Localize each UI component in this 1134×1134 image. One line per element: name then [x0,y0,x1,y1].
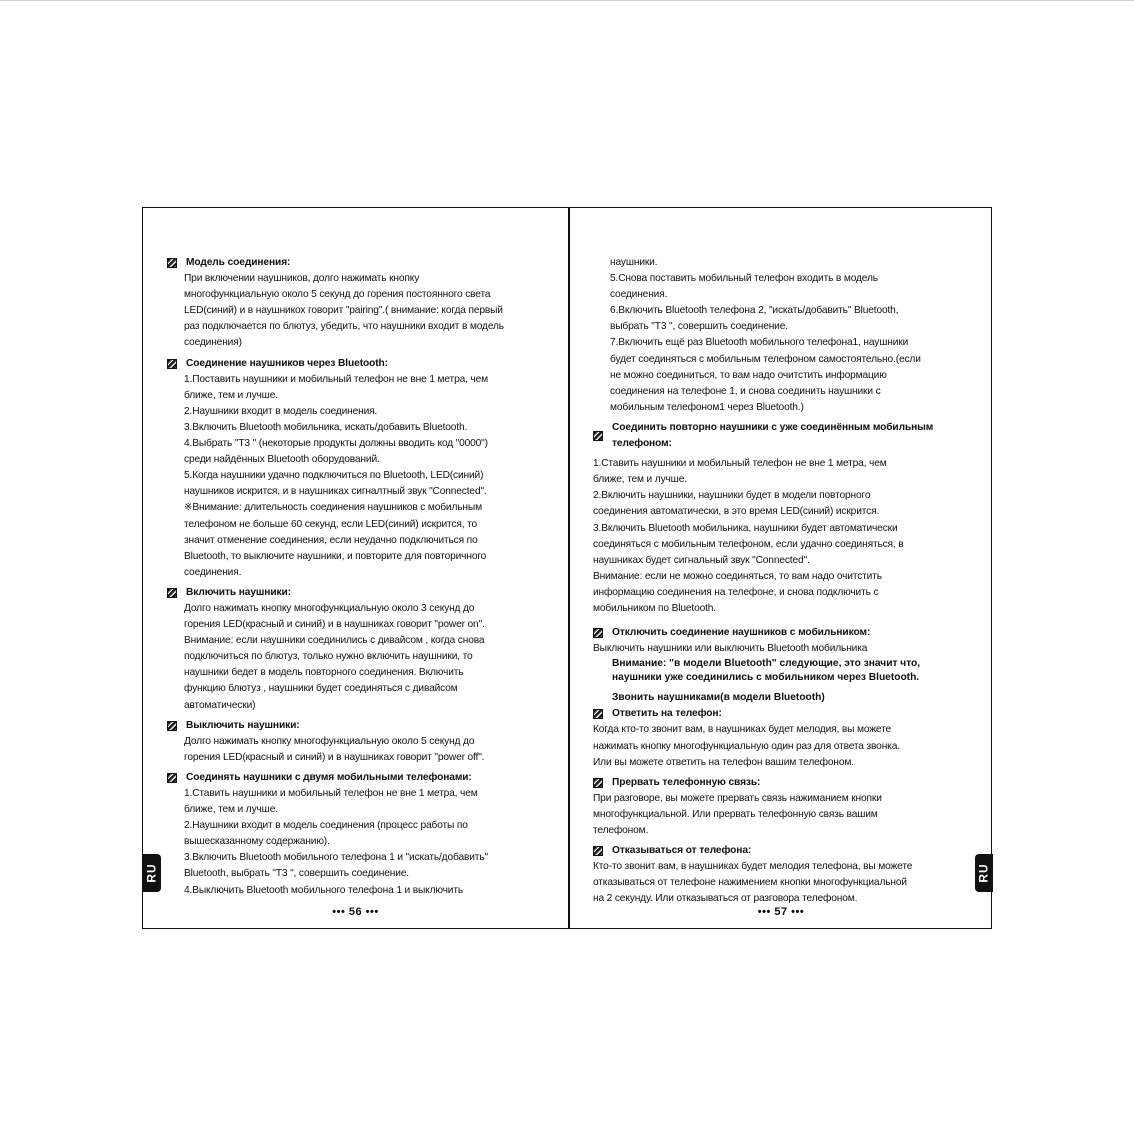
page-number: ••• 56 ••• [332,906,379,918]
section-heading: Прервать телефонную связь: [593,775,971,791]
square-bullet-icon [593,709,603,719]
page-56-content [167,255,547,903]
manual-spread [142,207,992,929]
section-end-call [593,775,971,839]
section-body: наушники. 5.Снова поставить мобильный телефон входить в модель соединения. 6.Включить Bluetooth телефона 2, "искать/добавить" Bluetooth, выбрать "T3 ", совершить соединение. 7.Включить ещё раз Bluetooth мобильного телефона1, наушники будет соединяться с мобильным телефоном самостоятельно.(если не можно соединиться, то вам надо очитстить информацию соединения на телефоне 1, и снова соединить наушники с мобильным телефоном1 через Bluetooth.) [610,257,921,413]
page-57 [569,208,993,928]
section-heading: Соединять наушники с двумя мобильными телефонами: [167,770,547,786]
section-heading: Модель соединения: [167,255,547,271]
section-power-on [167,585,547,714]
square-bullet-icon [593,628,603,638]
page-56 [143,208,568,928]
language-tab-ru: RU [143,854,161,892]
section-two-phones [167,770,547,899]
section-reject-call [593,843,971,907]
section-heading: Выключить наушники: [167,718,547,734]
square-bullet-icon [167,359,177,369]
section-heading: Ответить на телефон: [593,706,971,722]
section-body: При разговоре, вы можете прервать связь нажиманием кнопки многофункциальной. Или прервать телефонную связь вашим телефоном. [593,792,882,836]
section-body: 1.Поставить наушники и мобильный телефон не вне 1 метра, чем ближе, тем и лучше. 2.Наушники входит в модель соединения. 3.Включить Bluetooth мобильника, искать/добавить Bluetooth. 4.Выбрать "T3 " (некоторые продукты должны вводить код "0000") среди найдённых Bluetooth оборудований. 5.Когда наушники удачно подключиться по Bluetooth, LED(синий) наушников искрится, и в наушниках сигналтный звук "Connected". ※Внимание: длительность соединения наушников с мобильным телефоном не больше 60 секунд, если LED(синий) искрится, то значит отменение соединения, если неудачно подключиться по Bluetooth, то выключите наушники, и повторите для повторичного соединения. [184,373,488,578]
section-heading: Соединить повторно наушники с уже соединённым мобильным телефоном: [593,420,971,452]
section-heading: Соединение наушников через Bluetooth: [167,356,547,372]
language-tab-ru: RU [975,854,993,892]
square-bullet-icon [593,846,603,856]
page-57-content [593,255,971,911]
section-disconnect [593,625,971,684]
section-body: Долго нажимать кнопку многофункциальную около 3 секунд до горения LED(красный и синий) и в наушниках говорит "power on". Внимание: если наушники соединились с дивайсом , когда снова подключиться по блютуз, только нужно включить наушники, то наушники бедет в модель повторного соединения. Включить функцию блютуз , наушники будет соединяться с дивайсом автоматически) [184,602,485,711]
section-body: Долго нажимать кнопку многофункциальную около 5 секунд до горения LED(красный и синий) и в наушниках говорит "power off". [184,735,485,763]
square-bullet-icon [593,431,603,441]
section-body: 1.Ставить наушники и мобильный телефон не вне 1 метра, чем ближе, тем и лучше. 2.Включить наушники, наушники будет в модели повторного соединения автоматически, в это время LED(синий) искрится. 3.Включить Bluetooth мобильника, наушники будет автоматически соединяться с мобильным телефоном, если удачно соединяться, в наушниках будет сигнальный звук "Connected". Внимание: если не можно соединяться, то вам надо очитстить информацию соединения на телефоне, и снова подключить с мобильником по Bluetooth. [593,458,904,614]
section-answer-call [593,706,971,770]
section-reconnect [593,420,971,617]
section-heading: Отключить соединение наушников с мобильником: [593,625,971,641]
section-body: Кто-то звонит вам, в наушниках будет мелодия телефона, вы можете отказываться от телефоне нажимением кнопки многофункциальной на 2 секунду. Или отказываться от разговора телефоном. [593,861,913,905]
section-power-off [167,718,547,766]
section-bluetooth-connect [167,356,547,581]
square-bullet-icon [593,778,603,788]
square-bullet-icon [167,588,177,598]
square-bullet-icon [167,721,177,731]
section-two-phones-continued [593,255,971,416]
section-body: При включении наушников, долго нажимать кнопку многофункциальную около 5 секунд до горения постоянного света LED(синий) и в наушникох говорит "pairing".( внимание: когда первый раз подключается по блютуз, убедить, что наушники входит в модель соединения) [184,273,504,349]
bluetooth-mode-note: Внимание: "в модели Bluetooth" следующие, это значит что, наушники уже соединились с мобильником через Bluetooth. [612,658,921,683]
section-body: 1.Ставить наушники и мобильный телефон не вне 1 метра, чем ближе, тем и лучше. 2.Наушники входит в модель соединения (процесс работы по вышесказанному содержанию). 3.Включить Bluetooth мобильного телефона 1 и "искать/добавить" Bluetooth, выбрать "T3 ", совершить соединение. 4.Выключить Bluetooth мобильного телефона 1 и выключить [184,788,488,896]
page-number: ••• 57 ••• [757,906,805,918]
section-pairing-mode [167,255,547,352]
section-body: Когда кто-то звонит вам, в наушниках будет мелодия, вы можете нажимать кнопку многофункциальную один раз для ответа звонка. Или вы можете ответить на телефон вашим телефоном. [593,724,900,768]
calls-heading: Звонить наушниками(в модели Bluetooth) [612,692,825,704]
top-edge-line [0,0,1134,1]
section-heading: Включить наушники: [167,585,547,601]
section-heading: Отказываться от телефона: [593,843,971,859]
square-bullet-icon [167,773,177,783]
square-bullet-icon [167,258,177,268]
section-body: Выключить наушники или выключить Bluetooth мобильника [593,643,868,655]
